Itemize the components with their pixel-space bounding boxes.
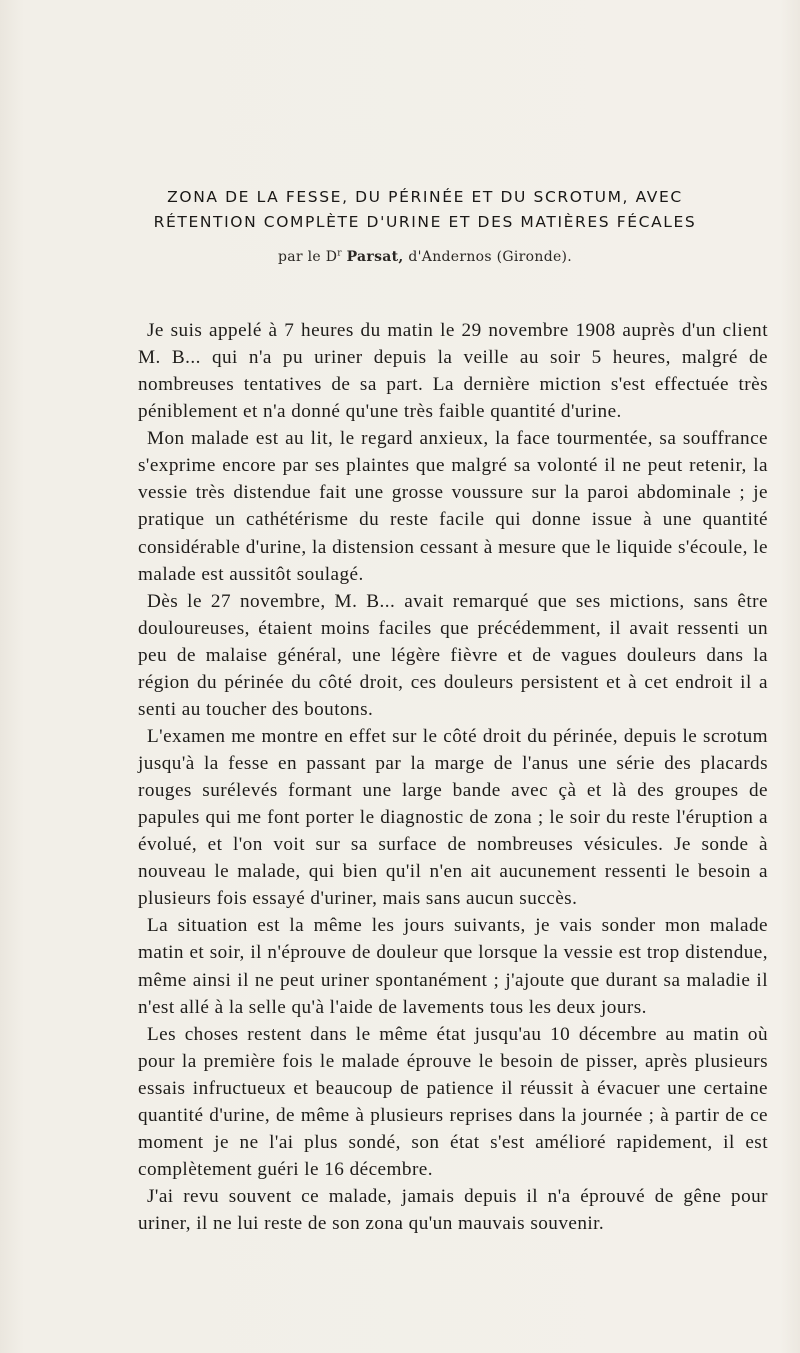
paragraph: Je suis appelé à 7 heures du matin le 29 novembre 1908 auprès d'un client M. B... qui n'a pu uriner depuis la veille au soir 5 heures, malgré de nombreuses tentatives de sa part. La dernière miction s'est effectuée très péniblement et n'a donné qu'une très faible quantité d'urine. bbox=[138, 320, 768, 423]
paragraph: La situation est la même les jours suivants, je vais sonder mon malade matin et soir, il n'éprouve de douleur que lorsque la vessie est trop distendue, même ainsi il ne peut uriner spontanément ; j'ajoute que durant sa maladie il n'est allé à la selle qu'à l'aide de lavements tous les deux jours. bbox=[138, 915, 768, 1018]
paragraph: Dès le 27 novembre, M. B... avait remarqué que ses mictions, sans être douloureuses, étaient moins faciles que précédemment, il avait ressenti un peu de malaise général, une légère fièvre et de vagues douleurs dans la région du périnée du côté droit, ces douleurs persistent et à cet endroit il a senti au toucher des boutons. bbox=[138, 590, 768, 720]
byline-prefix: par le D bbox=[277, 249, 338, 265]
paragraph: L'examen me montre en effet sur le côté droit du périnée, depuis le scrotum jusqu'à la fesse en passant par la marge de l'anus une série des placards rouges surélevés formant une large bande avec çà et là des groupes de papules qui me font porter le diagnostic de zona ; le soir du reste l'éruption a évolué, et l'on voit sur sa surface de nombreuses vésicules. Je sonde à nouveau le malade, qui bien qu'il n'en ait aucunement ressenti le besoin a plusieurs fois essayé d'uriner, mais sans aucun succès. bbox=[138, 725, 768, 910]
article-title-line-2: RÉTENTION COMPLÈTE D'URINE ET DES MATIÈRES FÉCALES bbox=[153, 213, 697, 231]
article-title-line-1: ZONA DE LA FESSE, DU PÉRINÉE ET DU SCROTUM, AVEC bbox=[167, 188, 683, 206]
paragraph: J'ai revu souvent ce malade, jamais depuis il n'a éprouvé de gêne pour uriner, il ne lui reste de son zona qu'un mauvais souvenir. bbox=[138, 1186, 768, 1235]
paragraph: Les choses restent dans le même état jusqu'au 10 décembre au matin où pour la première fois le malade éprouve le besoin de pisser, après plusieurs essais infructueux et beaucoup de patience il réussit à évacuer une certaine quantité d'urine, de même à plusieurs reprises dans la journée ; à partir de ce moment je ne l'ai plus sondé, son état s'est amélioré rapidement, il est complètement guéri le 16 décembre. bbox=[138, 1023, 768, 1180]
byline-doctor-superscript: r bbox=[337, 248, 342, 259]
author-location: d'Andernos (Gironde). bbox=[408, 249, 573, 265]
paragraph: Mon malade est au lit, le regard anxieux, la face tourmentée, sa souffrance s'exprime encore par ses plaintes que malgré sa volonté il ne peut retenir, la vessie très distendue fait une grosse voussure sur la paroi abdominale ; je pratique un cathétérisme du reste facile qui donne issue à une quantité considérable d'urine, la distension cessant à mesure que le liquide s'écoule, le malade est aussitôt soulagé. bbox=[138, 428, 768, 585]
author-name: Parsat, bbox=[346, 249, 404, 265]
byline bbox=[100, 247, 750, 267]
article-body bbox=[138, 317, 768, 1237]
